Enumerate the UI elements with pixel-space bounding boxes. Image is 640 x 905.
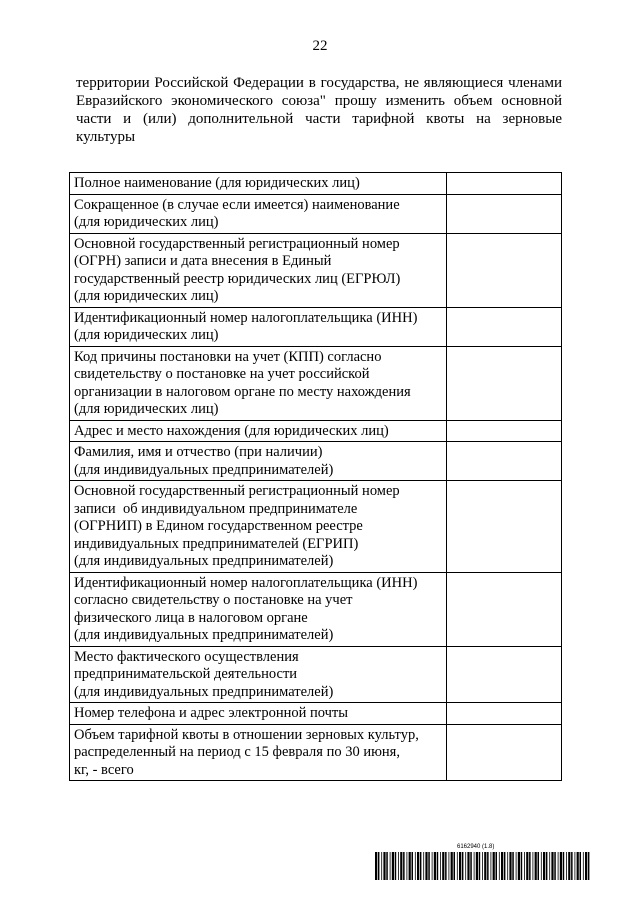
barcode-bar xyxy=(504,852,506,880)
barcode-bar xyxy=(479,852,481,880)
barcode-bar xyxy=(512,852,514,880)
barcode-bar xyxy=(417,852,419,880)
barcode-bar xyxy=(437,852,439,880)
intro-line: территории Российской Федерации в государства, не являющиеся членами xyxy=(76,75,562,91)
barcode-bar xyxy=(560,852,562,880)
barcode-bar xyxy=(541,852,542,880)
field-label-line: свидетельству о постановке на учет российской xyxy=(74,366,370,382)
barcode-bar xyxy=(543,852,545,880)
table-row xyxy=(70,646,562,703)
table-row xyxy=(70,307,562,346)
field-label-line: (для юридических лиц) xyxy=(74,327,219,343)
barcode-bar xyxy=(440,852,441,880)
field-value-cell[interactable] xyxy=(446,307,561,346)
barcode-bar xyxy=(575,852,576,880)
field-label-line: Основной государственный регистрационный номер xyxy=(74,483,400,499)
intro-line: культуры xyxy=(76,129,136,145)
field-value-cell[interactable] xyxy=(446,442,561,481)
field-label-cell xyxy=(70,420,447,442)
barcode-bar xyxy=(482,852,483,880)
field-label-line: Место фактического осуществления xyxy=(74,648,299,665)
barcode-bar xyxy=(484,852,486,880)
barcode-bar xyxy=(476,852,478,880)
barcode-bar xyxy=(487,852,489,880)
table-row xyxy=(70,173,562,195)
barcode-bar xyxy=(580,852,582,880)
barcode-bar xyxy=(375,852,377,880)
field-label-line: (для индивидуальных предпринимателей) xyxy=(74,553,334,569)
barcode-bar xyxy=(442,852,444,880)
barcode-bar xyxy=(420,852,422,880)
barcode-bar xyxy=(415,852,416,880)
field-value-cell[interactable] xyxy=(446,703,561,725)
barcode-bar xyxy=(428,852,430,880)
barcode-bar xyxy=(524,852,525,880)
field-label-line: (для юридических лиц) xyxy=(74,288,219,304)
intro-line: Евразийского экономического союза" прошу изменить объем основной xyxy=(76,93,562,109)
field-label-line: (для юридических лиц) xyxy=(74,214,219,230)
barcode-bar xyxy=(549,852,550,880)
intro-paragraph xyxy=(76,74,562,146)
barcode-bar xyxy=(521,852,523,880)
barcode-bar xyxy=(467,852,469,880)
field-value-cell[interactable] xyxy=(446,173,561,195)
barcode-bar xyxy=(462,852,464,880)
field-label-line: государственный реестр юридических лиц (ЕГРЮЛ) xyxy=(74,270,401,287)
field-value-cell[interactable] xyxy=(446,420,561,442)
barcode-bar xyxy=(526,852,528,880)
barcode-bar xyxy=(392,852,394,880)
barcode-bar xyxy=(568,852,570,880)
field-label-line: (для индивидуальных предпринимателей) xyxy=(74,461,334,478)
field-label-cell xyxy=(70,346,447,420)
document-barcode xyxy=(375,844,592,880)
barcode-bar xyxy=(518,852,520,880)
field-label-line: Код причины постановки на учет (КПП) согласно xyxy=(74,348,382,365)
barcode-bar xyxy=(403,852,405,880)
field-label-line: кг, - всего xyxy=(74,761,134,778)
table-row xyxy=(70,724,562,781)
barcode-bar xyxy=(445,852,447,880)
field-label-line: Основной государственный регистрационный номер xyxy=(74,235,400,252)
field-label-line: физического лица в налоговом органе xyxy=(74,609,308,626)
barcode-number: 6162940 (1.8) xyxy=(457,844,495,850)
barcode-bar xyxy=(381,852,382,880)
field-value-cell[interactable] xyxy=(446,481,561,573)
barcode-bar xyxy=(434,852,436,880)
intro-line: части и (или) дополнительной части тарифной квоты на зерновые xyxy=(76,111,562,127)
barcode-bar xyxy=(390,852,391,880)
field-label-line: Адрес и место нахождения (для юридических лиц) xyxy=(74,422,389,439)
field-value-cell[interactable] xyxy=(446,646,561,703)
barcode-bar xyxy=(588,852,590,880)
barcode-bar xyxy=(470,852,472,880)
barcode-bar xyxy=(535,852,537,880)
barcode-bar xyxy=(432,852,433,880)
table-row xyxy=(70,481,562,573)
barcode-bar xyxy=(395,852,397,880)
field-label-cell xyxy=(70,481,447,573)
field-value-cell[interactable] xyxy=(446,346,561,420)
field-value-cell[interactable] xyxy=(446,194,561,233)
barcode-bar xyxy=(583,852,584,880)
table-row xyxy=(70,194,562,233)
field-label-line: (для индивидуальных предпринимателей) xyxy=(74,683,334,700)
barcode-bar xyxy=(412,852,414,880)
barcode-bar xyxy=(509,852,511,880)
barcode-bar xyxy=(554,852,556,880)
barcode-icon xyxy=(375,852,592,880)
application-form-table xyxy=(69,172,562,781)
barcode-bar xyxy=(529,852,531,880)
barcode-bar xyxy=(501,852,503,880)
barcode-bar xyxy=(398,852,399,880)
field-label-cell xyxy=(70,646,447,703)
table-row xyxy=(70,233,562,307)
field-label-line: (ОГРН) записи и дата внесения в Единый xyxy=(74,253,332,269)
table-row xyxy=(70,420,562,442)
barcode-bar xyxy=(383,852,385,880)
page-number: 22 xyxy=(312,38,328,54)
barcode-bar xyxy=(454,852,456,880)
barcode-bar xyxy=(538,852,540,880)
field-label-line: организации в налоговом органе по месту нахождения xyxy=(74,383,411,400)
barcode-bar xyxy=(451,852,453,880)
barcode-bar xyxy=(585,852,587,880)
field-label-line: Сокращенное (в случае если имеется) наименование xyxy=(74,196,400,213)
table-row xyxy=(70,572,562,646)
barcode-bar xyxy=(407,852,408,880)
barcode-bar xyxy=(459,852,461,880)
barcode-bar xyxy=(566,852,567,880)
field-value-cell[interactable] xyxy=(446,572,561,646)
field-label-line: согласно свидетельству о постановке на учет xyxy=(74,592,353,608)
barcode-bar xyxy=(571,852,573,880)
barcode-bar xyxy=(577,852,579,880)
barcode-bar xyxy=(516,852,517,880)
field-label-cell xyxy=(70,307,447,346)
field-label-line: записи об индивидуальном предпринимателе xyxy=(74,500,358,517)
barcode-bar xyxy=(558,852,559,880)
field-value-cell[interactable] xyxy=(446,233,561,307)
barcode-bar xyxy=(457,852,458,880)
barcode-bar xyxy=(491,852,492,880)
barcode-bar xyxy=(425,852,427,880)
table-row xyxy=(70,703,562,725)
field-label-line: предпринимательской деятельности xyxy=(74,666,298,682)
field-label-cell xyxy=(70,442,447,481)
field-label-line: индивидуальных предпринимателей (ЕГРИП) xyxy=(74,535,359,552)
barcode-bar xyxy=(533,852,534,880)
field-label-line: (для индивидуальных предпринимателей) xyxy=(74,627,334,643)
barcode-bar xyxy=(493,852,495,880)
barcode-bar xyxy=(507,852,508,880)
barcode-bar xyxy=(409,852,411,880)
field-label-line: Идентификационный номер налогоплательщика (ИНН) xyxy=(74,574,418,591)
barcode-bar xyxy=(378,852,380,880)
table-row xyxy=(70,346,562,420)
field-value-cell[interactable] xyxy=(446,724,561,781)
field-label-line: (для юридических лиц) xyxy=(74,401,219,417)
barcode-bar xyxy=(546,852,548,880)
field-label-line: Фамилия, имя и отчество (при наличии) xyxy=(74,444,323,460)
barcode-bar xyxy=(551,852,553,880)
field-label-cell xyxy=(70,194,447,233)
table-row xyxy=(70,442,562,481)
barcode-bar xyxy=(449,852,450,880)
barcode-bar xyxy=(563,852,565,880)
field-label-line: распределенный на период с 15 февраля по 30 июня, xyxy=(74,744,400,760)
barcode-bar xyxy=(499,852,500,880)
barcode-bar xyxy=(474,852,475,880)
barcode-bar xyxy=(386,852,388,880)
field-label-cell xyxy=(70,703,447,725)
field-label-line: Номер телефона и адрес электронной почты xyxy=(74,705,348,721)
barcode-bar xyxy=(423,852,424,880)
barcode-bar xyxy=(400,852,402,880)
field-label-line: Полное наименование (для юридических лиц) xyxy=(74,175,360,191)
field-label-cell xyxy=(70,173,447,195)
field-label-line: Объем тарифной квоты в отношении зерновых культур, xyxy=(74,726,419,743)
field-label-line: (ОГРНИП) в Едином государственном реестре xyxy=(74,518,363,534)
barcode-bar xyxy=(496,852,498,880)
field-label-cell xyxy=(70,572,447,646)
field-label-cell xyxy=(70,724,447,781)
field-label-cell xyxy=(70,233,447,307)
barcode-bar xyxy=(465,852,466,880)
field-label-line: Идентификационный номер налогоплательщика (ИНН) xyxy=(74,309,418,326)
